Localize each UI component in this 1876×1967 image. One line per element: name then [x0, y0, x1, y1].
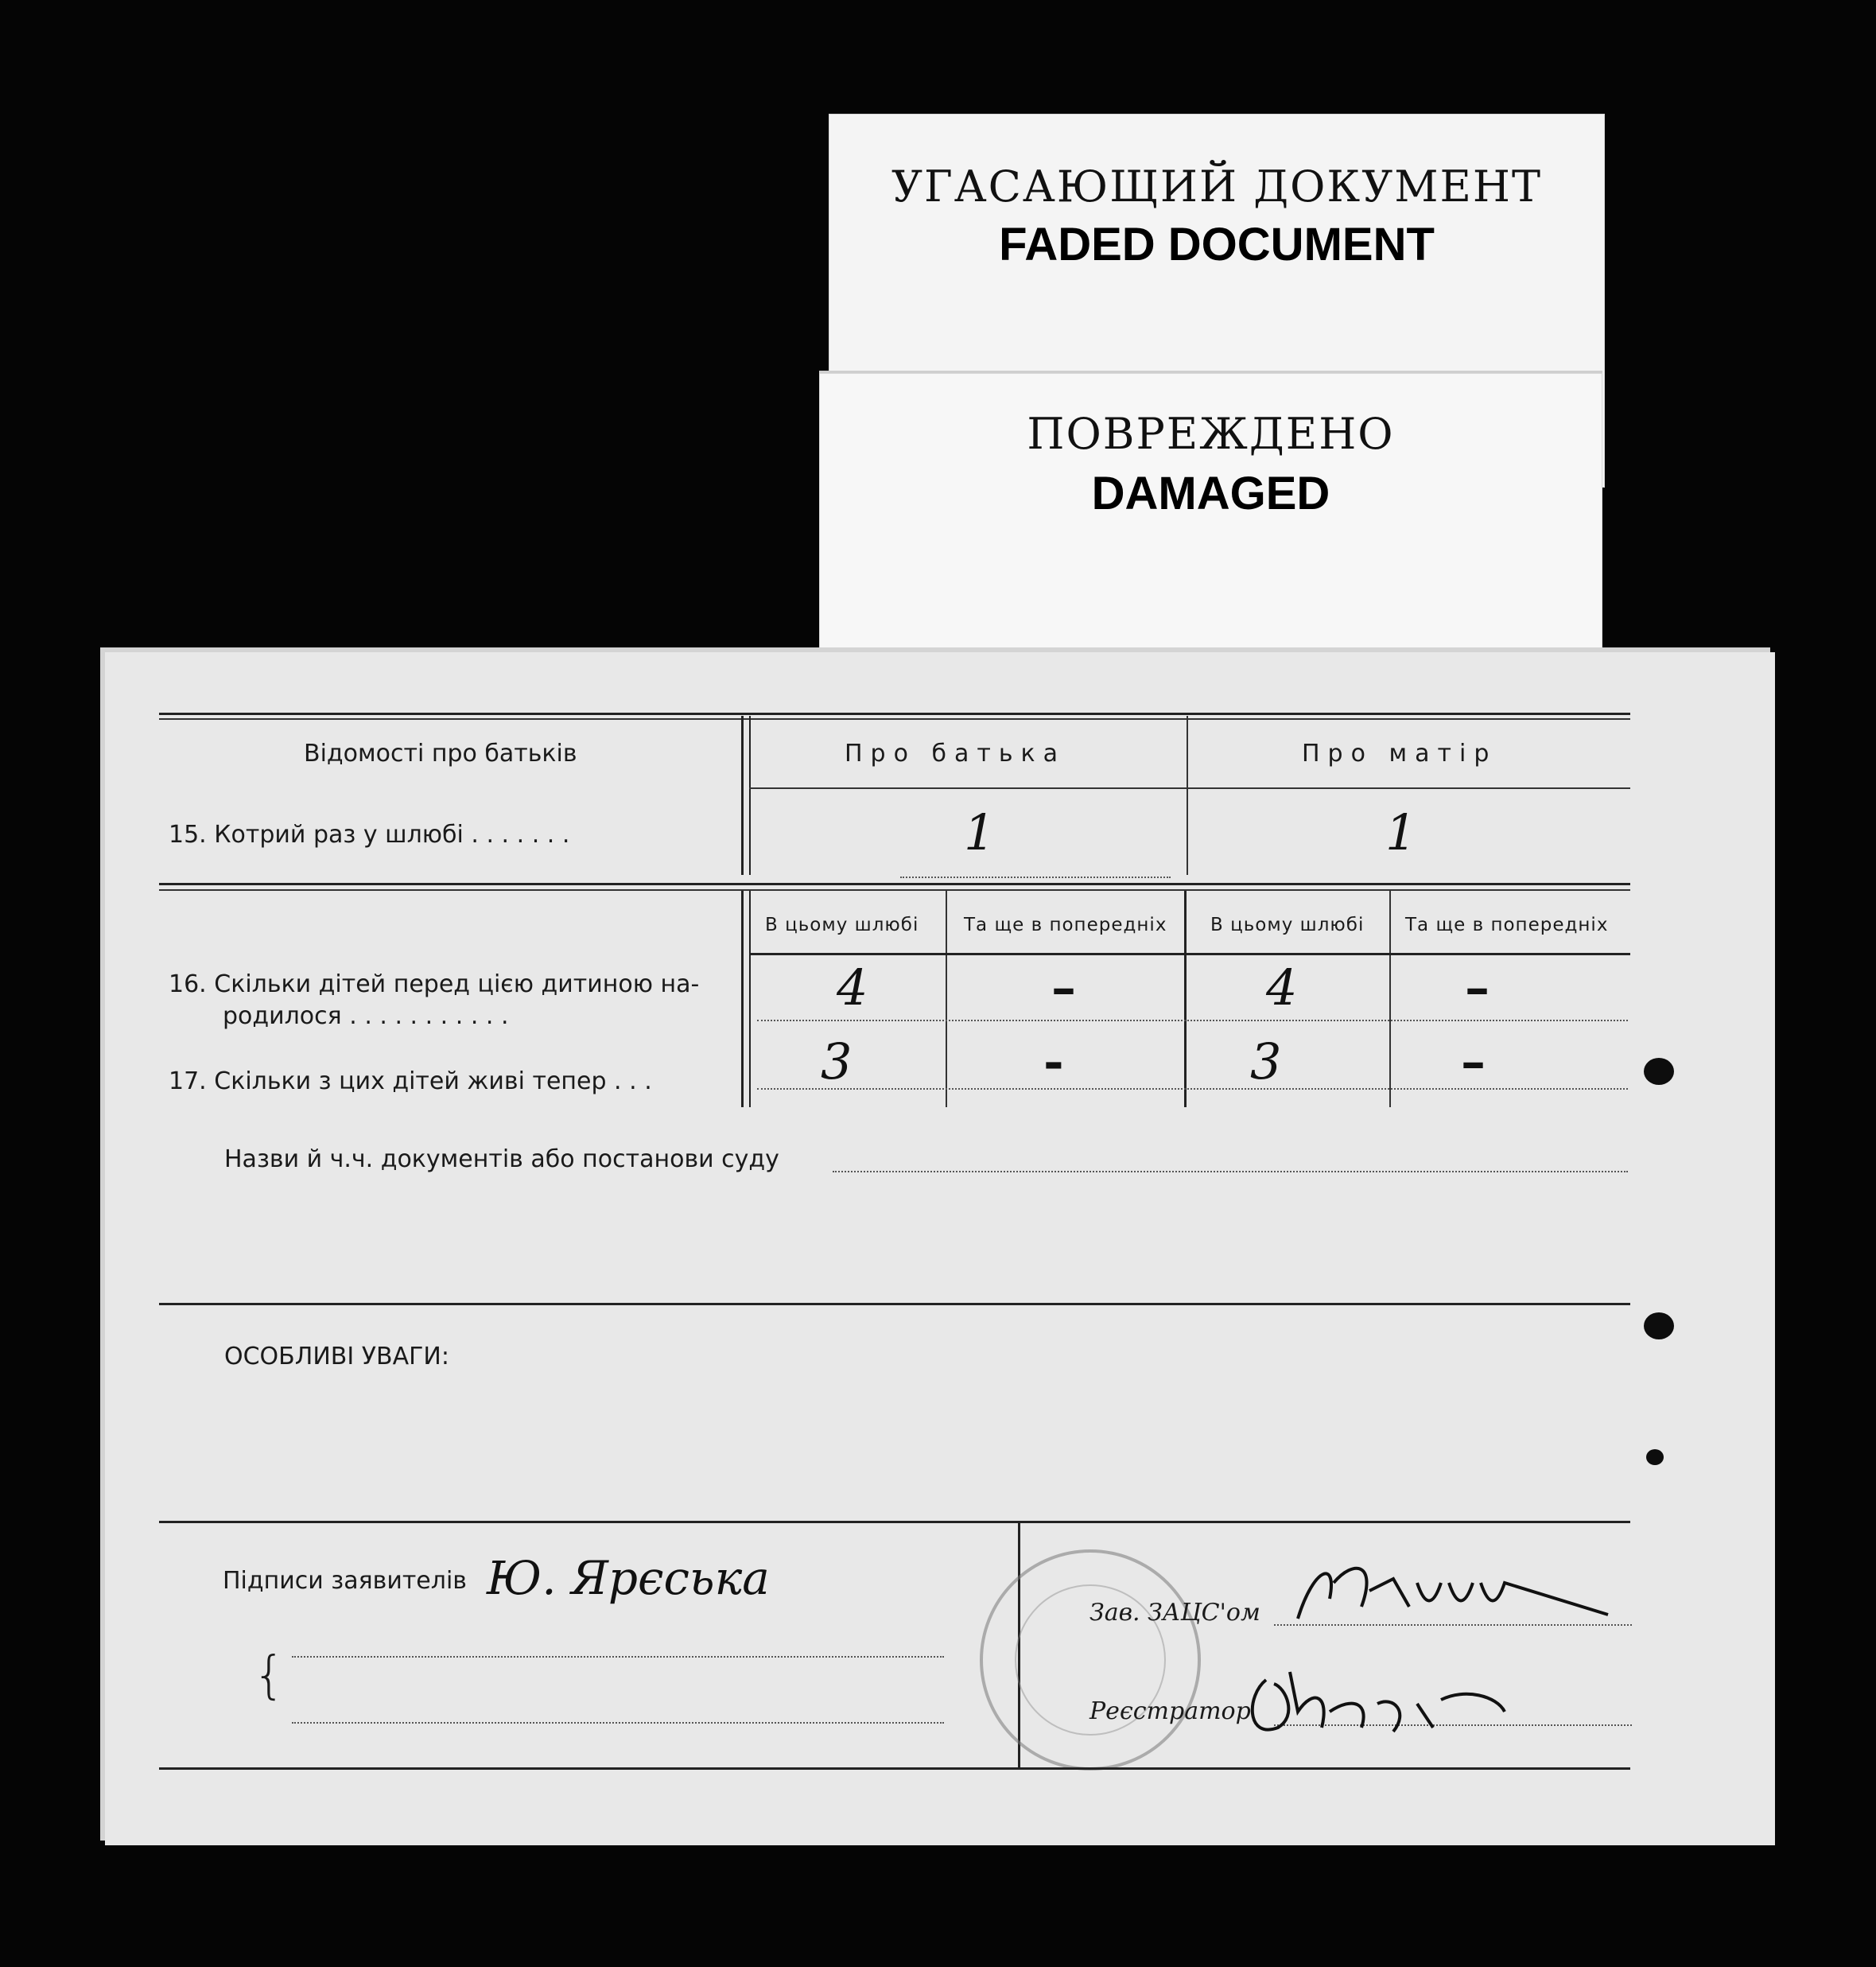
- row17-father-prev: -: [1043, 1032, 1064, 1090]
- applicant-signature: Ю. Ярєська: [487, 1551, 770, 1605]
- row16-father-prev: –: [1051, 958, 1076, 1017]
- binding-hole-1: [1644, 1058, 1674, 1085]
- col-divider-6: [1389, 891, 1391, 1107]
- sub-mother-prev: Та ще в попередніх: [1405, 915, 1609, 935]
- head-signature: [1290, 1551, 1616, 1639]
- col-divider-2: [1187, 716, 1188, 875]
- signature-dots-1: [292, 1656, 944, 1658]
- row16-mother-this: 4: [1266, 958, 1298, 1017]
- damaged-label-ru: ПОВРЕЖДЕНО: [1027, 409, 1395, 459]
- header-about-father: Про батька: [845, 740, 1066, 768]
- row17-dots: [757, 1088, 1628, 1090]
- col-divider-1: [741, 716, 744, 875]
- top-rule-2: [159, 718, 1630, 720]
- registrar-label: Реєстратор: [1089, 1697, 1251, 1725]
- registrar-signature: [1242, 1664, 1513, 1751]
- row15-father-value: 1: [964, 803, 996, 861]
- official-seal: [980, 1549, 1201, 1771]
- damaged-document-label: [819, 371, 1602, 659]
- form-sheet: [105, 652, 1775, 1845]
- row15-label: 15. Котрий раз у шлюбі . . . . . . .: [169, 821, 570, 849]
- row16-dots: [757, 1020, 1628, 1021]
- documents-label: Назви й ч.ч. документів або постанови суду: [224, 1145, 779, 1173]
- row15-father-dots: [900, 877, 1171, 878]
- binding-hole-2: [1644, 1312, 1674, 1339]
- col-divider-5: [1184, 891, 1187, 1107]
- row16-label-line2: родилося . . . . . . . . . . .: [223, 1002, 509, 1030]
- faded-label-en: FADED DOCUMENT: [999, 219, 1435, 270]
- bottom-rule: [159, 1767, 1630, 1770]
- top-rule: [159, 713, 1630, 715]
- signatures-top-rule: [159, 1521, 1630, 1523]
- sub-mother-this: В цьому шлюбі: [1210, 915, 1365, 935]
- signature-dots-2: [292, 1722, 944, 1724]
- signatures-label: Підписи заявителів: [223, 1567, 467, 1595]
- sub-father-prev: Та ще в попередніх: [964, 915, 1167, 935]
- header-under-rule: [749, 787, 1630, 789]
- col-divider-1b: [749, 716, 751, 875]
- binding-hole-3: [1646, 1449, 1664, 1465]
- header-parents-info: Відомості про батьків: [304, 740, 577, 768]
- damaged-label-en: DAMAGED: [1091, 468, 1330, 519]
- header-about-mother: Про матір: [1302, 740, 1497, 768]
- subheader-under-rule: [749, 953, 1630, 955]
- row16-father-this: 4: [837, 958, 868, 1017]
- col-divider-4: [946, 891, 947, 1107]
- row17-father-this: 3: [821, 1032, 853, 1090]
- faded-label-ru: УГАСАЮЩИЙ ДОКУМЕНТ: [891, 161, 1543, 212]
- row16-label-line1: 16. Скільки дітей перед цією дитиною на-: [169, 970, 700, 998]
- head-label: Зав. ЗАЦС'ом: [1089, 1599, 1260, 1627]
- brace-icon: {: [253, 1646, 285, 1705]
- col-divider-3b: [749, 891, 751, 1107]
- row17-mother-prev: –: [1461, 1032, 1486, 1090]
- row15-under-rule: [159, 883, 1630, 885]
- documents-under-rule: [159, 1303, 1630, 1305]
- row15-under-rule-2: [159, 889, 1630, 891]
- row17-mother-this: 3: [1250, 1032, 1282, 1090]
- row17-label: 17. Скільки з цих дітей живі тепер . . .: [169, 1067, 652, 1095]
- sub-father-this: В цьому шлюбі: [765, 915, 919, 935]
- row15-mother-value: 1: [1385, 803, 1417, 861]
- notes-label: ОСОБЛИВІ УВАГИ:: [224, 1343, 449, 1370]
- documents-dots: [833, 1171, 1628, 1172]
- row16-mother-prev: –: [1465, 958, 1490, 1017]
- col-divider-3: [741, 891, 744, 1107]
